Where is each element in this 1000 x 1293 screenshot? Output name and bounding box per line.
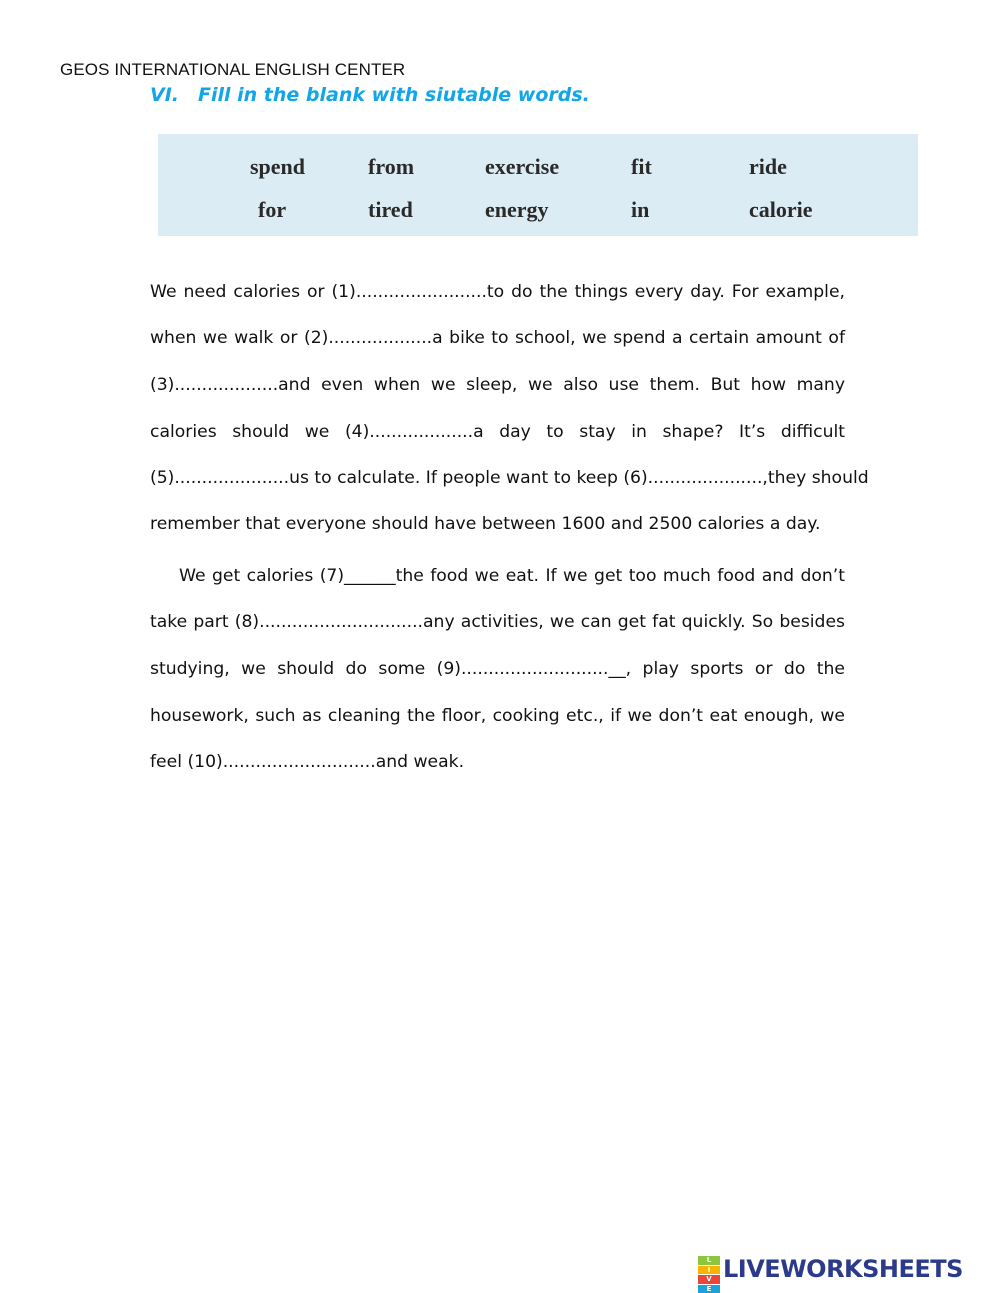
center-header: GEOS INTERNATIONAL ENGLISH CENTER (60, 60, 406, 79)
word-bank-item: fit (631, 154, 652, 179)
word-bank-item: spend (250, 154, 306, 179)
paragraph-line: (5).....................us to calculate. If people want to keep (6).....................,they should (150, 468, 869, 488)
exercise-number: VI. (150, 84, 179, 106)
logo-mark-letter: I (698, 1266, 720, 1275)
word-bank-item: for (258, 197, 287, 222)
logo-mark-letter: L (698, 1256, 720, 1265)
paragraph-line: calories should we (4)...................a day to stay in shape? It’s difficult (150, 422, 845, 442)
word-bank-item: ride (749, 154, 787, 179)
word-bank-item: in (631, 197, 650, 222)
word-bank (158, 134, 918, 236)
paragraph-line: take part (8)..............................any activities, we can get fat quickly. So besides (150, 612, 845, 632)
liveworksheets-logo-text: LIVEWORKSHEETS (723, 1255, 963, 1283)
paragraph-line: We need calories or (1)........................to do the things every day. For example, (150, 282, 845, 302)
paragraph-line: feel (10)............................and weak. (150, 752, 465, 772)
paragraph-line: when we walk or (2)...................a bike to school, we spend a certain amount of (150, 328, 845, 348)
word-bank-item: tired (368, 197, 413, 222)
paragraph-line: remember that everyone should have between 1600 and 2500 calories a day. (150, 514, 821, 534)
word-bank-item: exercise (485, 154, 560, 179)
exercise-title (150, 84, 590, 106)
exercise-instruction: Fill in the blank with siutable words. (198, 84, 590, 106)
logo-mark-letter: E (698, 1285, 720, 1293)
paragraph-line: (3)...................and even when we sleep, we also use them. But how many (150, 375, 845, 395)
word-bank-item: energy (485, 197, 549, 222)
paragraph-line: housework, such as cleaning the floor, cooking etc., if we don’t eat enough, we (150, 706, 845, 726)
liveworksheets-logo (698, 1254, 963, 1293)
paragraph-line: We get calories (7)______the food we eat. If we get too much food and don’t (179, 566, 845, 586)
word-bank-item: calorie (749, 197, 813, 222)
word-bank-item: from (368, 154, 415, 179)
paragraph-line: studying, we should do some (9)...........................__, play sports or do the (150, 659, 845, 679)
logo-mark-letter: V (698, 1275, 720, 1284)
liveworksheets-logo-icon (698, 1256, 720, 1293)
